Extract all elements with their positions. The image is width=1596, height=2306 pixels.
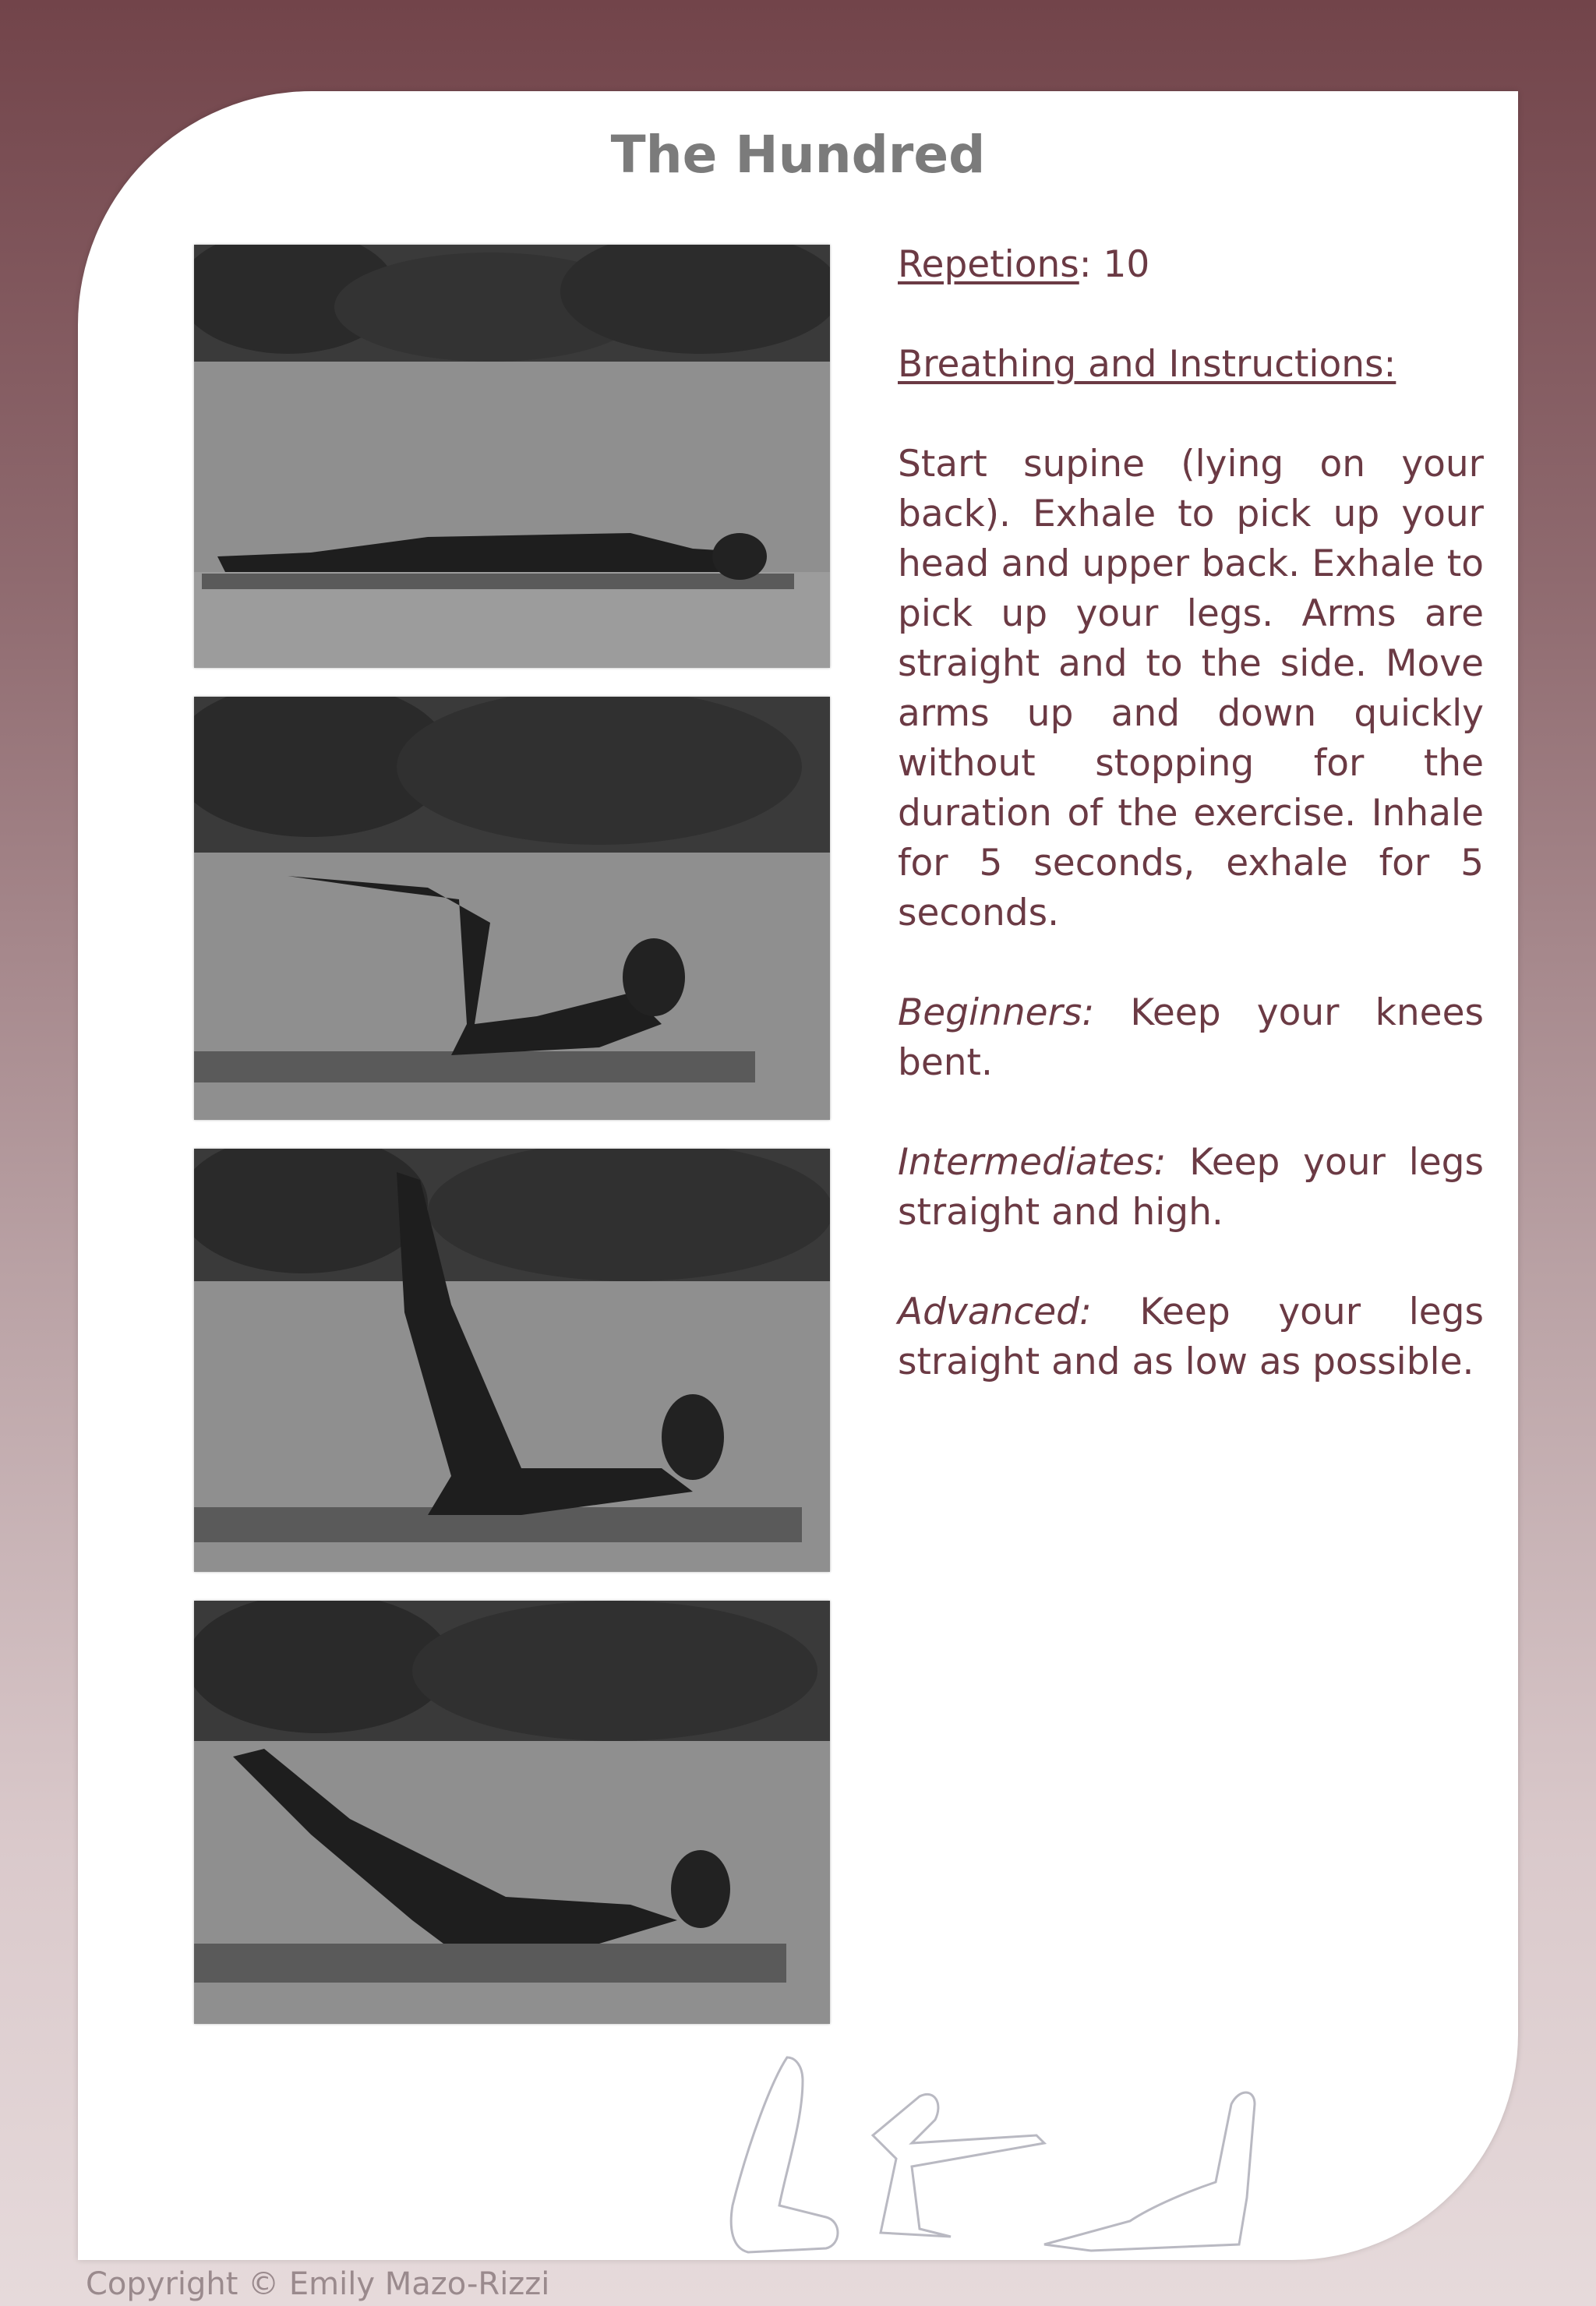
photo-legs-low: [194, 1601, 830, 2024]
repetitions-separator: :: [1079, 243, 1103, 286]
instructions-body: Start supine (lying on your back). Exhale to pick up your head and upper back. Exhale to pick up your legs. Arms are straight and to the side. Move arms up and down quickly without stopping for the duration of the exercise. Inhale for 5 seconds, exhale for 5 seconds.: [898, 443, 1484, 934]
repetitions-line: [898, 240, 1484, 290]
page-title: The Hundred: [610, 125, 986, 185]
instructions-column: [898, 240, 1484, 1437]
level-text: Keep your legs straight and as low as possible.: [898, 1291, 1484, 1383]
level-label: Advanced:: [898, 1291, 1092, 1333]
repetitions-label: Repetions: [898, 243, 1079, 286]
level-intermediates: [898, 1138, 1484, 1238]
photo-knees-bent: [194, 697, 830, 1120]
level-advanced: [898, 1287, 1484, 1387]
level-text: Keep your knees bent.: [898, 991, 1484, 1084]
pilates-sketches-decoration: [717, 2050, 1356, 2260]
copyright-notice: Copyright © Emily Mazo-Rizzi: [86, 2266, 550, 2302]
photo-lying-supine: [194, 245, 830, 668]
level-label: Intermediates:: [898, 1141, 1167, 1184]
level-text: Keep your legs straight and high.: [898, 1141, 1484, 1234]
photo-legs-high: [194, 1149, 830, 1572]
instructions-heading: Breathing and Instructions:: [898, 343, 1396, 386]
repetitions-value: 10: [1103, 243, 1150, 286]
level-beginners: [898, 988, 1484, 1088]
level-label: Beginners:: [898, 991, 1095, 1034]
